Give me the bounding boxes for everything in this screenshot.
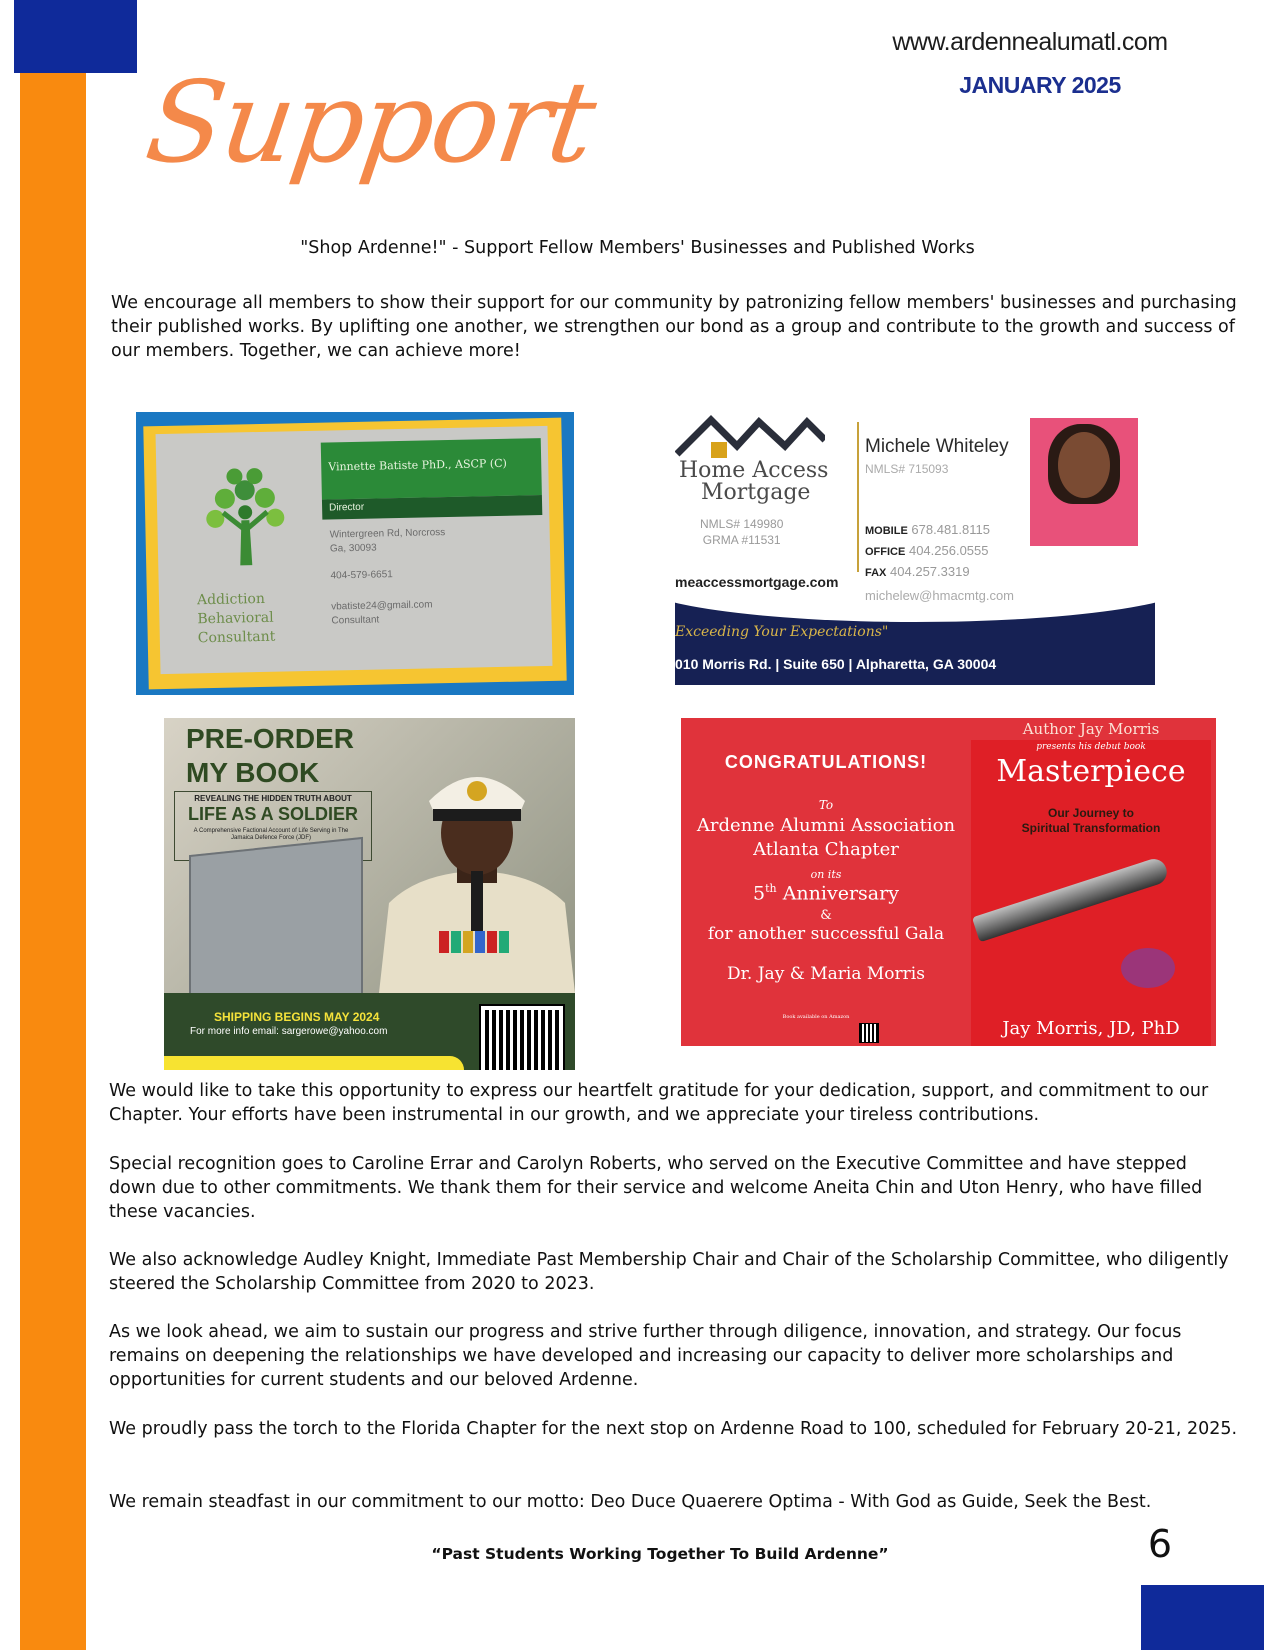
card-holder-name: Vinnette Batiste PhD., ASCP (C) bbox=[328, 456, 508, 474]
book-byline: Jay Morris, JD, PhD bbox=[1002, 1018, 1180, 1039]
logo-text-line3: Consultant bbox=[197, 628, 276, 647]
qr-code-small-icon[interactable] bbox=[859, 1023, 879, 1043]
tree-logo-icon bbox=[196, 459, 294, 571]
motto-paragraph: We remain steadfast in our commitment to our motto: Deo Duce Quaerere Optima - With God as Guide, Seek the Best. bbox=[109, 1492, 1152, 1512]
fax-label: FAX bbox=[865, 567, 887, 579]
card-address-line2: Ga, 30093 bbox=[329, 542, 377, 555]
book-cover-image bbox=[189, 837, 363, 1019]
fax-number: 404.257.3319 bbox=[890, 564, 970, 579]
acknowledgement-paragraph: We also acknowledge Audley Knight, Immediate Past Membership Chair and Chair of the Scholarship Committee, who diligently steered the Scholarship Committee from 2020 to 2023. bbox=[109, 1250, 1229, 1294]
book-author-label: Author Jay Morris bbox=[1022, 720, 1160, 738]
office-number: 404.256.0555 bbox=[908, 543, 989, 558]
book-subtitle: A Comprehensive Factional Account of Life Serving in The Jamaica Defence Force (JDF) bbox=[193, 828, 349, 841]
contact-email: For more info email: sargerowe@yahoo.com bbox=[190, 1026, 388, 1037]
company-website: meaccessmortgage.com bbox=[675, 574, 839, 590]
book-title: LIFE AS A SOLDIER bbox=[187, 804, 358, 824]
preorder-headline-line2: MY BOOK bbox=[186, 757, 320, 788]
card-holder-role: Director bbox=[329, 501, 365, 514]
site-url[interactable]: www.ardennealumatl.com bbox=[892, 28, 1168, 56]
office-label: OFFICE bbox=[865, 546, 906, 558]
book-subtitle-line2: Spiritual Transformation bbox=[1021, 821, 1161, 835]
congrats-gala: for another successful Gala bbox=[707, 924, 945, 944]
agent-photo-face bbox=[1058, 432, 1110, 498]
outlook-paragraph: As we look ahead, we aim to sustain our progress and strive further through diligence, innovation, and strategy. Our focus remains on deepening the relationships we have developed and increasing our capacity to deliver more scholarships and opportunities for current students and our beloved Ardenne. bbox=[109, 1322, 1182, 1390]
preorder-headline-line1: PRE-ORDER bbox=[186, 723, 355, 754]
issue-date: JANUARY 2025 bbox=[959, 72, 1121, 98]
book-kicker: REVEALING THE HIDDEN TRUTH ABOUT bbox=[194, 794, 352, 803]
agent-name: Michele Whiteley bbox=[865, 436, 1009, 457]
card-phone: 404-579-6651 bbox=[330, 569, 393, 582]
business-card-home-access-mortgage bbox=[675, 412, 1155, 685]
agent-email: michelew@hmacmtg.com bbox=[865, 588, 1015, 603]
recognition-paragraph: Special recognition goes to Caroline Errar and Carolyn Roberts, who served on the Executive Committee and have stepped down due to other commitments. We thank them for their service and welcome Aneita Chin and Uton Henry, who have filled these vacancies. bbox=[109, 1154, 1203, 1222]
card-divider bbox=[857, 422, 859, 572]
gratitude-paragraph: We would like to take this opportunity to express our heartfelt gratitude for your dedication, support, and commitment to our Chapter. Your efforts have been instrumental in our growth, and we appreciate your tireless contributions. bbox=[109, 1081, 1209, 1125]
book-ad-masterpiece-congratulations bbox=[681, 718, 1216, 1046]
congrats-from: Dr. Jay & Maria Morris bbox=[727, 964, 925, 984]
decor-orange-sidebar bbox=[20, 73, 86, 1650]
congrats-org-line1: Ardenne Alumni Association bbox=[696, 815, 956, 836]
card-email: vbatiste24@gmail.com bbox=[331, 599, 433, 613]
card-title: Consultant bbox=[331, 614, 380, 627]
torch-paragraph: We proudly pass the torch to the Florida Chapter for the next stop on Ardenne Road to 100, scheduled for February 20-21, 2025. bbox=[109, 1419, 1238, 1439]
company-nmls: NMLS# 149980 bbox=[700, 517, 784, 531]
agent-photo bbox=[1030, 418, 1138, 546]
card-address: 010 Morris Rd. | Suite 650 | Alpharetta, GA 30004 bbox=[675, 656, 997, 672]
logo-text-line1: Addiction bbox=[196, 590, 266, 609]
mobile-number: 678.481.8115 bbox=[911, 522, 990, 537]
decor-blue-square-top bbox=[14, 0, 137, 73]
page-number: 6 bbox=[1147, 1522, 1173, 1566]
book-presents: presents his debut book bbox=[1036, 742, 1146, 752]
page-title: Support bbox=[138, 58, 602, 188]
congrats-on-its: on its bbox=[810, 868, 842, 881]
amazon-note: Book available on Amazon bbox=[782, 1014, 850, 1020]
qr-code-icon[interactable] bbox=[481, 1006, 563, 1070]
congrats-heading: CONGRATULATIONS! bbox=[724, 752, 928, 772]
congrats-org-line2: Atlanta Chapter bbox=[753, 839, 899, 860]
congrats-to: To bbox=[818, 798, 834, 812]
shipping-notice: SHIPPING BEGINS MAY 2024 bbox=[214, 1010, 380, 1024]
section-subtitle: "Shop Ardenne!" - Support Fellow Members' Businesses and Published Works bbox=[300, 238, 975, 258]
book-title-masterpiece: Masterpiece bbox=[996, 754, 1186, 789]
book-ad-life-as-a-soldier bbox=[164, 718, 575, 1070]
card-face bbox=[156, 426, 553, 674]
mobile-label: MOBILE bbox=[865, 525, 908, 537]
business-card-addiction-consultant bbox=[136, 412, 574, 695]
officer-portrait-image bbox=[379, 763, 575, 993]
footer-quote: “Past Students Working Together To Build Ardenne” bbox=[431, 1545, 889, 1563]
anniversary-suffix: th bbox=[765, 882, 777, 895]
card-tagline: Exceeding Your Expectations" bbox=[675, 624, 889, 640]
decor-blue-square-bottom bbox=[1141, 1585, 1264, 1650]
anniversary-number: 5 bbox=[753, 882, 766, 905]
company-grma: GRMA #11531 bbox=[702, 533, 781, 547]
decor-yellow-swoosh bbox=[164, 1056, 464, 1070]
congrats-ampersand: & bbox=[820, 908, 832, 923]
intro-paragraph: We encourage all members to show their support for our community by patronizing fellow members' businesses and purchasing their published works. By uplifting one another, we strengthen our bond as a group and contribute to the growth and success of our members. Together, we can achieve more! bbox=[111, 293, 1237, 361]
house-roof-logo-icon bbox=[675, 412, 825, 464]
anniversary-word: Anniversary bbox=[782, 882, 899, 905]
agent-nmls: NMLS# 715093 bbox=[865, 462, 949, 476]
ink-blot-image bbox=[1121, 948, 1175, 988]
company-name-line1: Home Access bbox=[679, 458, 829, 483]
card-address-line1: Wintergreen Rd, Norcross bbox=[329, 527, 446, 541]
book-subtitle-line1: Our Journey to bbox=[1047, 806, 1134, 820]
logo-text-line2: Behavioral bbox=[197, 609, 274, 628]
company-name-line2: Mortgage bbox=[701, 480, 811, 505]
